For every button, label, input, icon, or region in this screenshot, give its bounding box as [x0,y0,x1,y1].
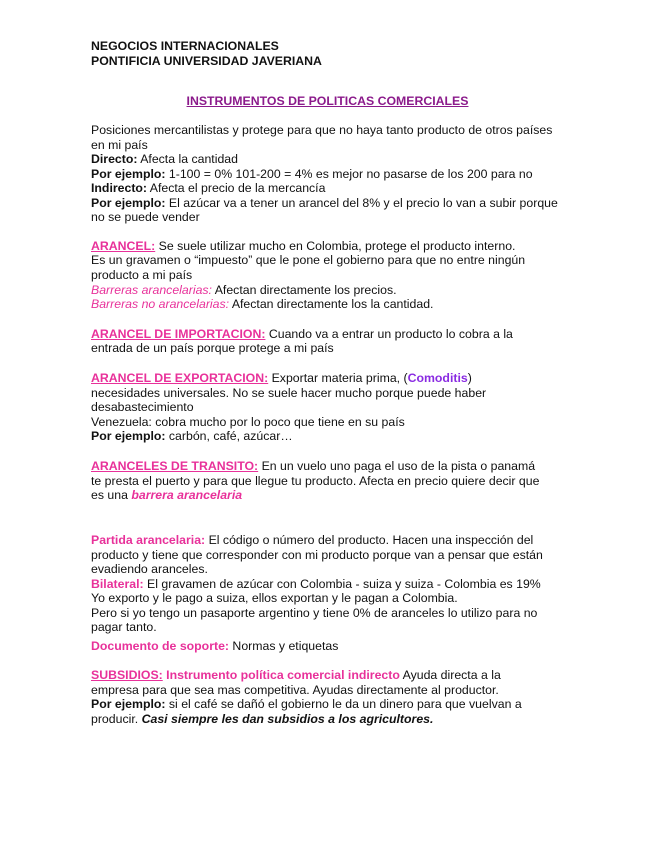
ejemplo-label: Por ejemplo: [91,167,166,181]
documento-line [91,639,338,654]
subsidios-ejemplo-line [91,697,522,712]
partida-text: producto y tiene que corresponder con mi producto porque van a pensar que están [91,548,543,562]
exportacion-line-4 [91,415,405,430]
partida-label: Partida arancelaria: [91,533,206,547]
transito-line-3 [91,488,242,503]
bilateral-text: El gravamen de azúcar con Colombia - suiza y suiza - Colombia es 19% [143,577,541,591]
ejemplo-text: no se puede vender [91,210,200,224]
arancel-label: ARANCEL: [91,239,156,253]
transito-text: te presta el puerto y para que llegue tu producto. Afecta en precio quiere decir que [91,474,540,488]
barreras-no-arancelarias-label: Barreras no arancelarias: [91,297,230,311]
header-faculty: NEGOCIOS INTERNACIONALES [91,39,279,53]
directo-label: Directo: [91,152,138,166]
intro-text: Posiciones mercantilistas y protege para que no haya tanto producto de otros países [91,123,553,137]
barreras-arancelarias-line [91,283,397,298]
importacion-label: ARANCEL DE IMPORTACION: [91,327,266,341]
intro-line-2 [91,138,148,153]
subsidios-text: Ayuda directa a la [399,668,501,682]
transito-line-2 [91,474,539,489]
ejemplo-text: carbón, café, azúcar… [165,429,293,443]
header-line-1 [91,39,279,54]
directo-text: Afecta la cantidad [137,152,238,166]
arancel-line-1 [91,239,515,254]
arancel-line-3 [91,268,192,283]
subsidios-line-2 [91,683,499,698]
documento-text: Normas y etiquetas [229,639,339,653]
header-line-2 [91,54,322,69]
subsidios-line-4 [91,712,433,727]
bilateral-line-2 [91,591,458,606]
exportacion-text-end: ) [467,371,472,385]
subsidios-emphasis: Casi siempre les dan subsidios a los agricultores. [141,712,434,726]
importacion-line-2 [91,341,334,356]
subsidios-line-1 [91,668,501,683]
partida-text: evadiendo aranceles. [91,562,208,576]
intro-line-1 [91,123,552,138]
indirecto-line [91,181,325,196]
bilateral-line-3 [91,606,537,621]
ejemplo-label: Por ejemplo: [91,429,166,443]
indirecto-text: Afecta el precio de la mercancía [147,181,326,195]
intro-text: en mi país [91,138,148,152]
exportacion-line-2 [91,386,486,401]
documento-label: Documento de soporte: [91,639,230,653]
transito-text: es una [91,488,132,502]
arancel-text: Se suele utilizar mucho en Colombia, protege el producto interno. [155,239,516,253]
header-university: PONTIFICIA UNIVERSIDAD JAVERIANA [91,54,322,68]
document-title: INSTRUMENTOS DE POLITICAS COMERCIALES [186,94,469,108]
bilateral-text: pagar tanto. [91,620,157,634]
ejemplo-text: 1-100 = 0% 101-200 = 4% es mejor no pasarse de los 200 para no [165,167,533,181]
ejemplo-label: Por ejemplo: [91,196,166,210]
importacion-text: Cuando va a entrar un producto lo cobra a la [265,327,513,341]
arancel-text: producto a mi país [91,268,193,282]
bilateral-line-4 [91,620,157,635]
barreras-no-arancelarias-line [91,297,433,312]
subsidios-text: producir. [91,712,142,726]
directo-line [91,152,238,167]
ejemplo-text: El azúcar va a tener un arancel del 8% y el precio lo van a subir porque [165,196,558,210]
ejemplo-2-line-2 [91,210,200,225]
importacion-line-1 [91,327,513,342]
subsidios-subtitle: Instrumento política comercial indirecto [162,668,400,682]
ejemplo-label: Por ejemplo: [91,697,166,711]
transito-label: ARANCELES DE TRANSITO: [91,459,259,473]
subsidios-text: empresa para que sea mas competitiva. Ayudas directamente al productor. [91,683,499,697]
partida-line-1 [91,533,533,548]
barreras-no-arancelarias-text: Afectan directamente los la cantidad. [229,297,434,311]
barreras-arancelarias-text: Afectan directamente los precios. [211,283,397,297]
transito-text: En un vuelo uno paga el uso de la pista o panamá [258,459,536,473]
arancel-line-2 [91,253,525,268]
bilateral-line-1 [91,577,541,592]
bilateral-text: Pero si yo tengo un pasaporte argentino y tiene 0% de aranceles lo utilizo para no [91,606,538,620]
exportacion-label: ARANCEL DE EXPORTACION: [91,371,269,385]
partida-line-2 [91,548,543,563]
indirecto-label: Indirecto: [91,181,148,195]
arancel-text: Es un gravamen o “impuesto” que le pone el gobierno para que no entre ningún [91,253,526,267]
barrera-arancelaria-term: barrera arancelaria [131,488,243,502]
exportacion-text: necesidades universales. No se suele hacer mucho porque puede haber [91,386,487,400]
exportacion-text: Exportar materia prima, ( [268,371,408,385]
partida-line-3 [91,562,208,577]
ejemplo-2-line [91,196,558,211]
exportacion-line-1 [91,371,472,386]
exportacion-ejemplo-line [91,429,293,444]
barreras-arancelarias-label: Barreras arancelarias: [91,283,212,297]
exportacion-line-3 [91,400,194,415]
importacion-text: entrada de un país porque protege a mi país [91,341,334,355]
ejemplo-text: si el café se dañó el gobierno le da un dinero para que vuelvan a [165,697,522,711]
subsidios-label: SUBSIDIOS: [91,668,163,682]
exportacion-text: Venezuela: cobra mucho por lo poco que tiene en su país [91,415,405,429]
bilateral-text: Yo exporto y le pago a suiza, ellos exportan y le pagan a Colombia. [91,591,458,605]
partida-text: El código o número del producto. Hacen una inspección del [205,533,534,547]
transito-line-1 [91,459,535,474]
commodities-term: Comoditis [407,371,468,385]
bilateral-label: Bilateral: [91,577,144,591]
ejemplo-1-line [91,167,533,182]
exportacion-text: desabastecimiento [91,400,194,414]
